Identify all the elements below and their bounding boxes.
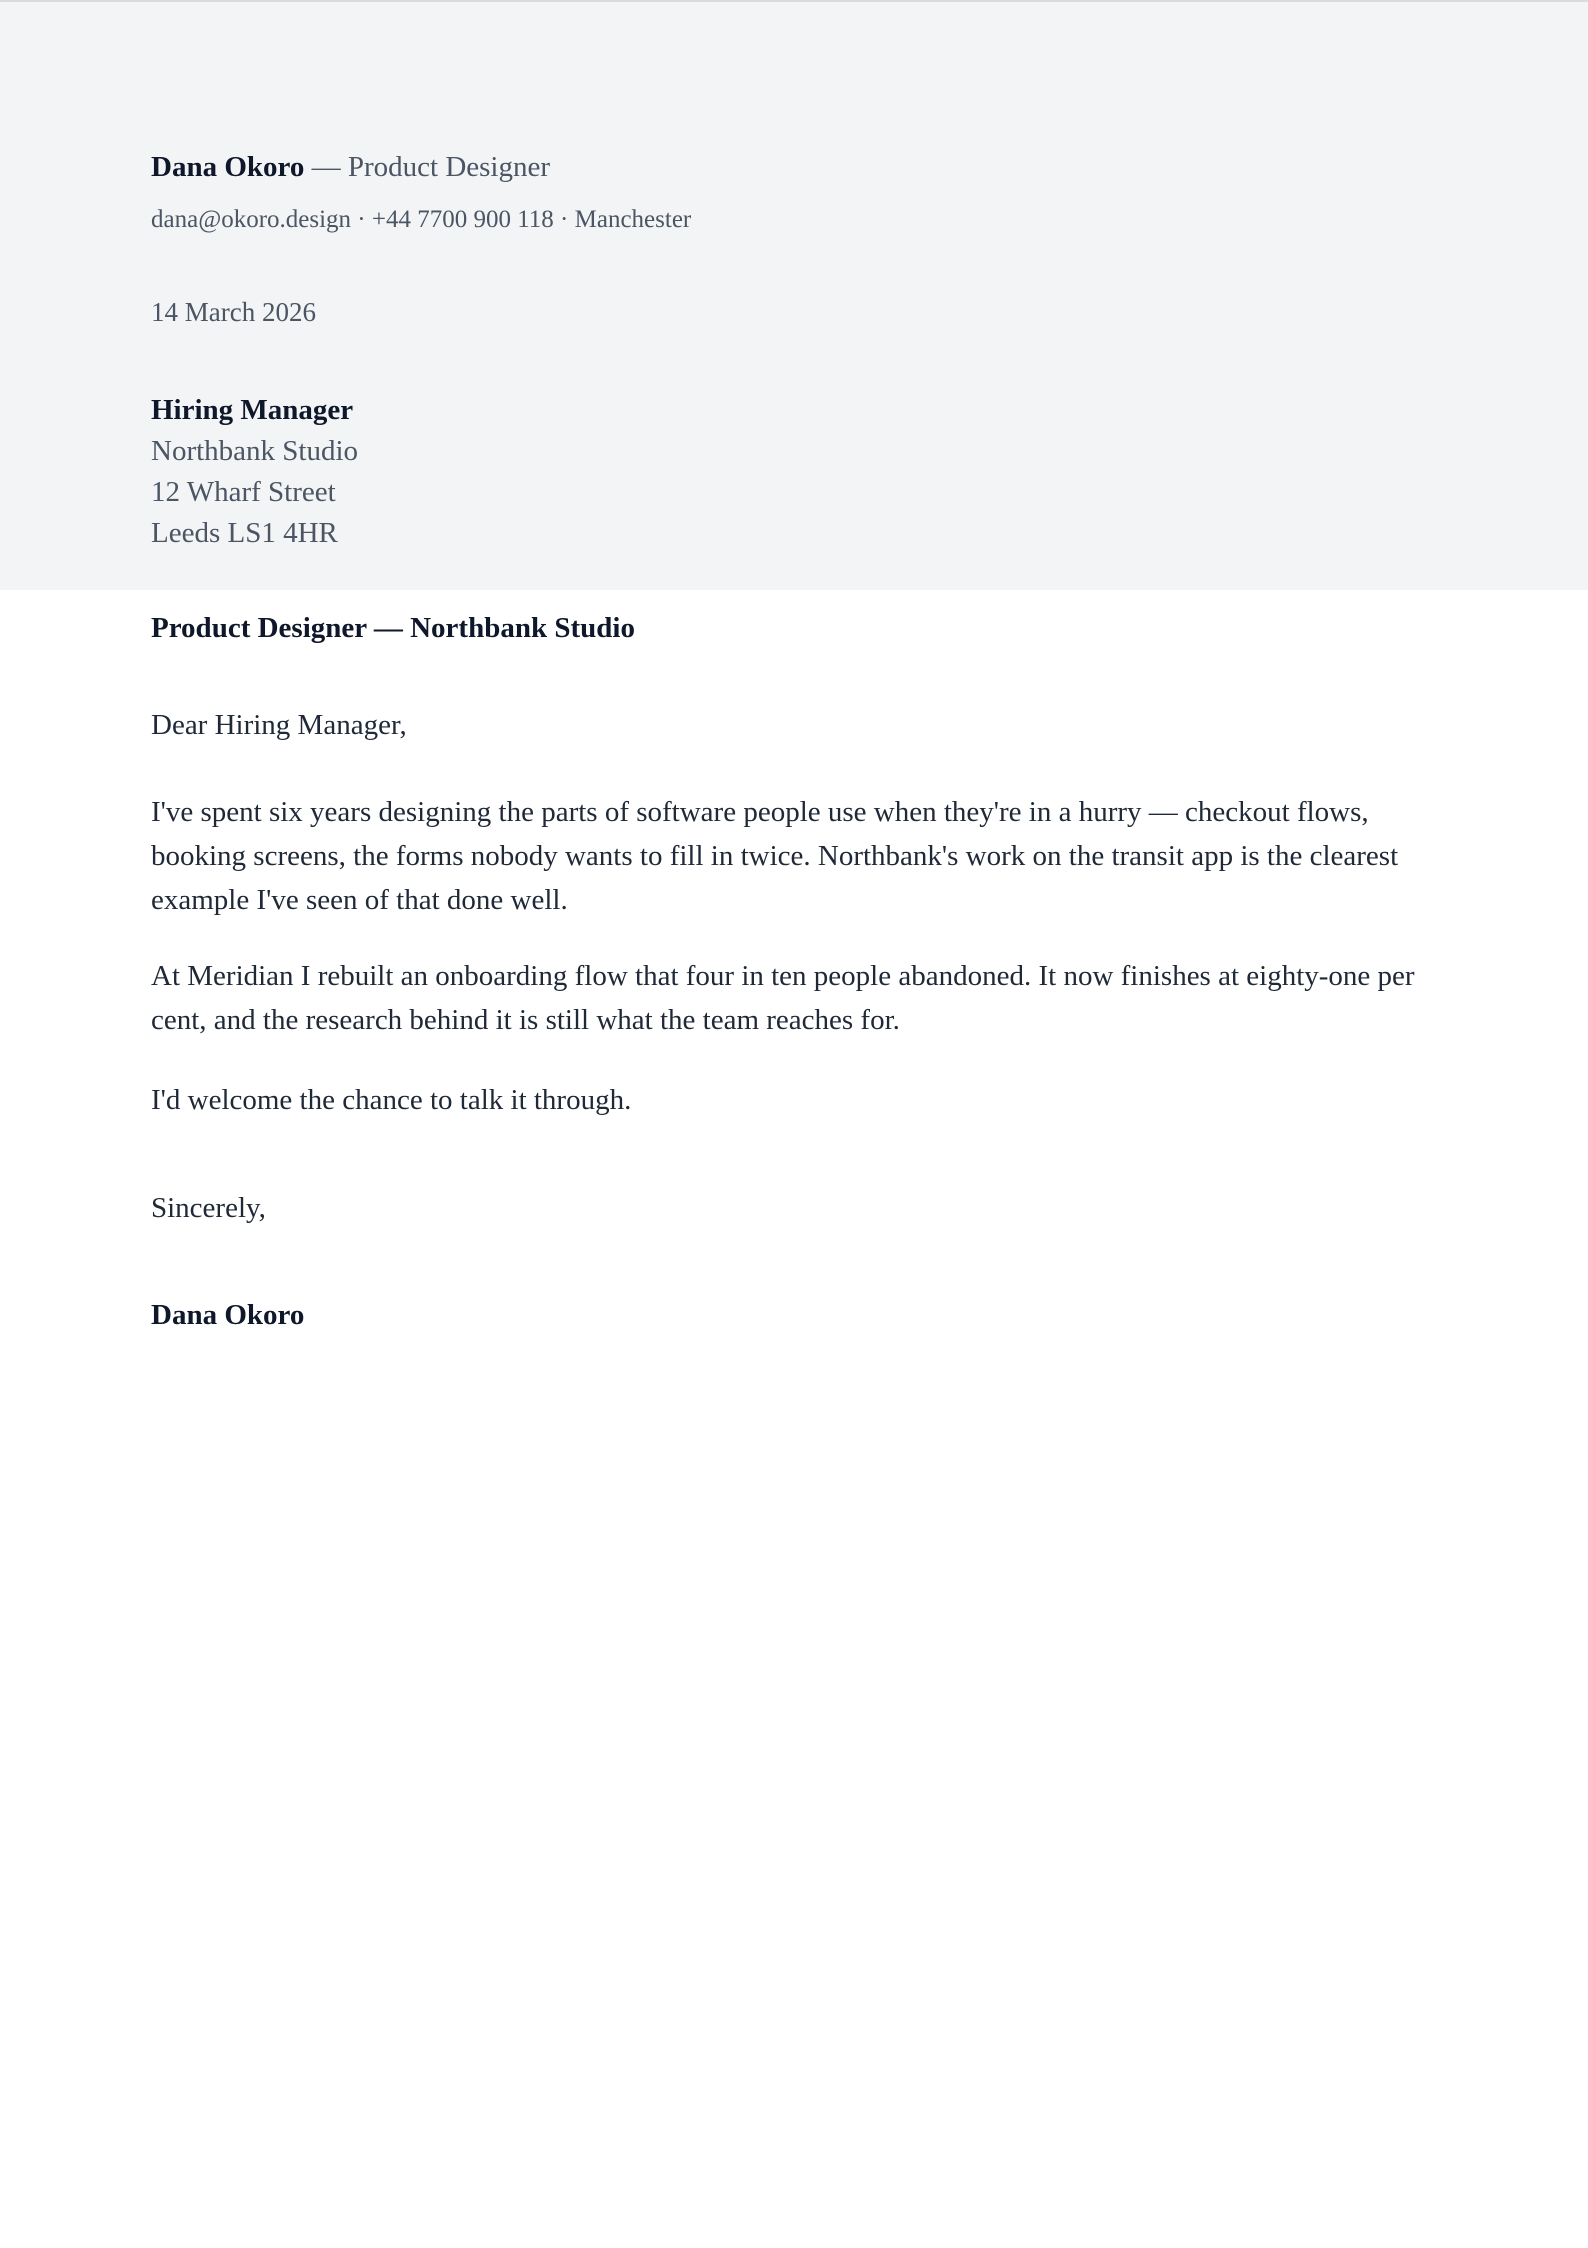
recipient-title: Hiring Manager [151, 394, 354, 426]
sender-contact: dana@okoro.design · +44 7700 900 118 · Manchester [151, 206, 692, 233]
letter-date: 14 March 2026 [151, 297, 316, 327]
sender-name: Dana Okoro [151, 151, 305, 183]
closing: Sincerely, [151, 1192, 266, 1224]
salutation: Dear Hiring Manager, [151, 709, 407, 741]
sender-role: — Product Designer [304, 151, 551, 183]
letter-subject: Product Designer — Northbank Studio [151, 612, 635, 644]
sender-line [151, 150, 550, 185]
recipient-street: 12 Wharf Street [151, 476, 336, 508]
recipient-block [151, 390, 358, 554]
recipient-company: Northbank Studio [151, 435, 359, 467]
recipient-city: Leeds LS1 4HR [151, 517, 338, 549]
body-paragraph-3: I'd welcome the chance to talk it through. [151, 1084, 632, 1116]
signature-name: Dana Okoro [151, 1299, 305, 1331]
body-paragraph-2: At Meridian I rebuilt an onboarding flow that four in ten people abandoned. It now finishes at eighty-one per cent, and the research behind it is still what the team reaches for. [151, 960, 1415, 1036]
body-paragraph-1: I've spent six years designing the parts of software people use when they're in a hurry — checkout flows, booking screens, the forms nobody wants to fill in twice. Northbank's work on the transit app is the clearest example I've seen of that done well. [151, 796, 1399, 916]
